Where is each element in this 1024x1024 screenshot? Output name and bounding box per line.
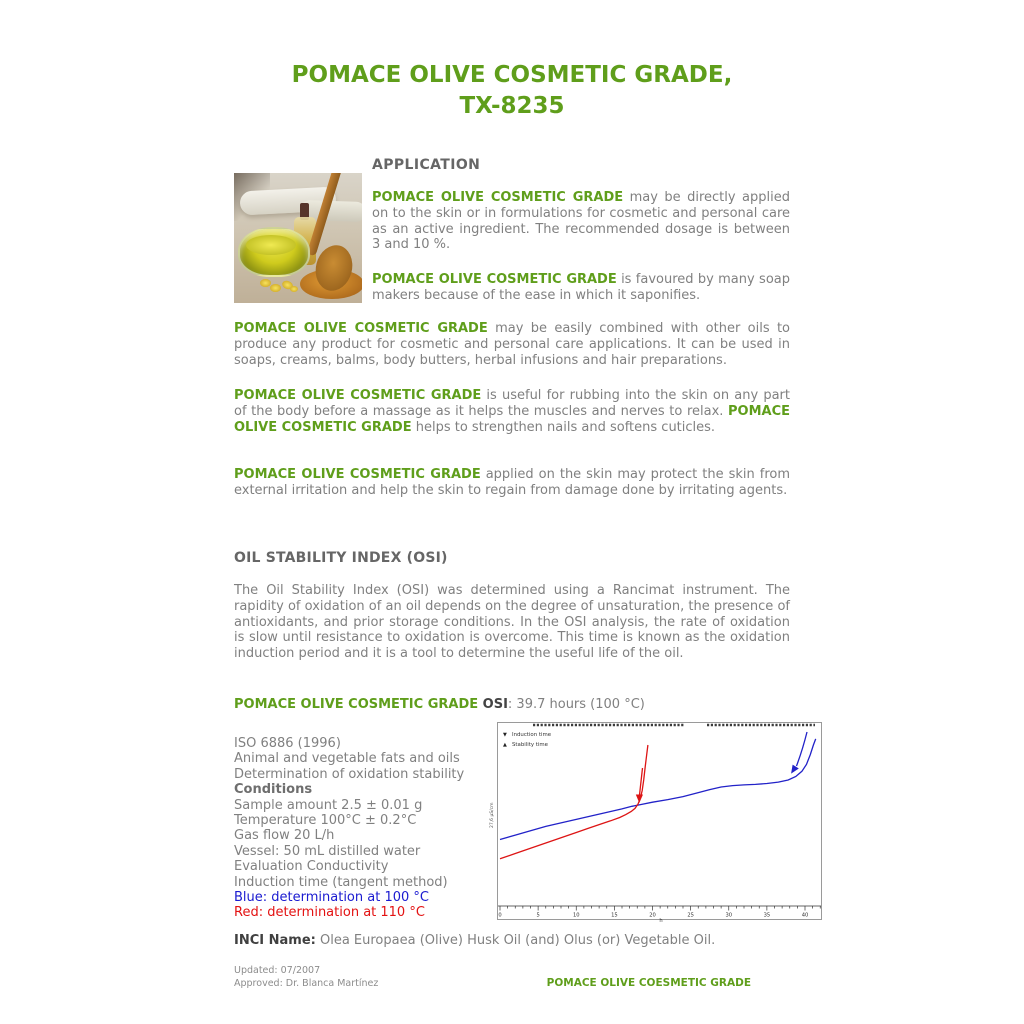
condition-line: Animal and vegetable fats and oils: [234, 751, 460, 767]
condition-line: Evaluation Conductivity: [234, 859, 389, 875]
page-title-line2: TX-8235: [459, 93, 565, 119]
footer-updated: Updated: 07/2007: [234, 965, 321, 976]
svg-text:5: 5: [536, 912, 540, 919]
condition-line: Gas flow 20 L/h: [234, 828, 335, 844]
conditions-subheading: Conditions: [234, 782, 313, 798]
x-axis-unit-label: h: [659, 918, 663, 923]
legend-induction-time: Induction time: [512, 732, 552, 738]
product-name-lead: POMACE OLIVE COSMETIC GRADE: [234, 388, 482, 403]
red-series-note: Red: determination at 110 °C: [234, 905, 425, 921]
page-title: [0, 60, 1024, 122]
inci-value: Olea Europaea (Olive) Husk Oil (and) Olus (or) Vegetable Oil.: [315, 933, 716, 948]
product-name-lead: POMACE OLIVE COSMETIC GRADE: [234, 467, 481, 482]
legend-stability-time: Stability time: [512, 742, 548, 748]
osi-heading: OIL STABILITY INDEX (OSI): [234, 550, 448, 566]
svg-text:0: 0: [498, 912, 502, 919]
product-name-lead: POMACE OLIVE COSMETIC GRADE: [234, 321, 488, 336]
paragraph-text: applied on the skin may protect the skin from external irritation and help the skin to regain from damage done by irritating agents.: [234, 467, 790, 498]
application-heading: APPLICATION: [372, 157, 481, 173]
inci-name-line: [234, 933, 790, 949]
inci-label: INCI Name:: [234, 933, 316, 948]
blue-series-note: Blue: determination at 100 °C: [234, 890, 429, 906]
product-name-lead: POMACE OLIVE COSMETIC GRADE: [234, 403, 790, 435]
olive-oil: [246, 235, 296, 255]
product-photo: [234, 173, 362, 303]
osi-label: OSI: [478, 697, 508, 712]
condition-line: Determination of oxidation stability: [234, 766, 465, 782]
condition-line: Sample amount 2.5 ± 0.01 g: [234, 797, 423, 813]
condition-line: Vessel: 50 mL distilled water: [234, 843, 421, 859]
application-paragraph-1: [372, 190, 790, 253]
paragraph-text: helps to strengthen nails and softens cuticles.: [411, 419, 716, 435]
condition-line: Temperature 100°C ± 0.2°C: [234, 813, 417, 829]
product-name-lead: POMACE OLIVE COSMETIC GRADE: [234, 697, 479, 712]
application-paragraph-3: [234, 321, 790, 368]
osi-value-text: : 39.7 hours (100 °C): [507, 697, 645, 712]
svg-text:30: 30: [725, 912, 733, 919]
application-paragraph-4: [234, 388, 790, 435]
page-title-line1: POMACE OLIVE COSMETIC GRADE,: [291, 62, 733, 88]
svg-text:25: 25: [687, 912, 694, 919]
svg-text:35: 35: [763, 912, 771, 919]
product-name-lead: POMACE OLIVE COSMETIC GRADE: [372, 190, 624, 205]
rancimat-chart: [485, 718, 825, 923]
paragraph-text: may be directly applied on to the skin or in formulations for cosmetic and personal care as an active ingredient. The recommended dosage is between 3 and 10 %.: [372, 190, 790, 253]
svg-text:20: 20: [649, 912, 656, 919]
product-name-lead: POMACE OLIVE COSMETIC GRADE: [372, 272, 617, 287]
oil-capsule: [290, 286, 298, 292]
paragraph-text: is favoured by many soap makers because of the ease in which it saponifies.: [372, 272, 790, 303]
paragraph-text: may be easily combined with other oils to produce any product for cosmetic and personal care applications. It can be used in soaps, creams, balms, body butters, herbal infusions and hair preparations.: [234, 321, 790, 368]
y-axis-label: 27,6 µS/cm: [490, 802, 495, 828]
application-paragraph-5: [234, 467, 790, 499]
svg-text:15: 15: [611, 912, 618, 919]
svg-text:40: 40: [801, 912, 809, 919]
osi-conditions-list: [234, 736, 504, 921]
paragraph-text: is useful for rubbing into the skin on any part of the body before a massage as it helps the muscles and nerves to relax.: [234, 388, 790, 419]
condition-line: ISO 6886 (1996): [234, 736, 341, 751]
footer-left: [234, 965, 378, 990]
footer-approved: Approved: Dr. Blanca Martínez: [234, 977, 379, 989]
osi-value-line: [234, 697, 790, 713]
legend-marker-up-icon: ▲: [503, 742, 507, 748]
condition-line: Induction time (tangent method): [234, 874, 448, 890]
oil-capsule: [270, 284, 281, 292]
application-paragraph-2: [372, 272, 790, 304]
footer-product-name: POMACE OLIVE COESMETIC GRADE: [546, 977, 751, 989]
osi-paragraph: The Oil Stability Index (OSI) was determined using a Rancimat instrument. The rapidity of oxidation of an oil depends on the degree of unsaturation, the presence of antioxidants, and prior storage conditions. In the OSI analysis, the rate of oxidation is slow until resistance to oxidation is overcome. This time is known as the oxidation induction period and it is a tool to determine the useful life of the oil.: [234, 583, 790, 662]
svg-text:10: 10: [572, 912, 580, 919]
chart-frame: [498, 723, 822, 920]
legend-marker-down-icon: ▼: [503, 732, 507, 738]
